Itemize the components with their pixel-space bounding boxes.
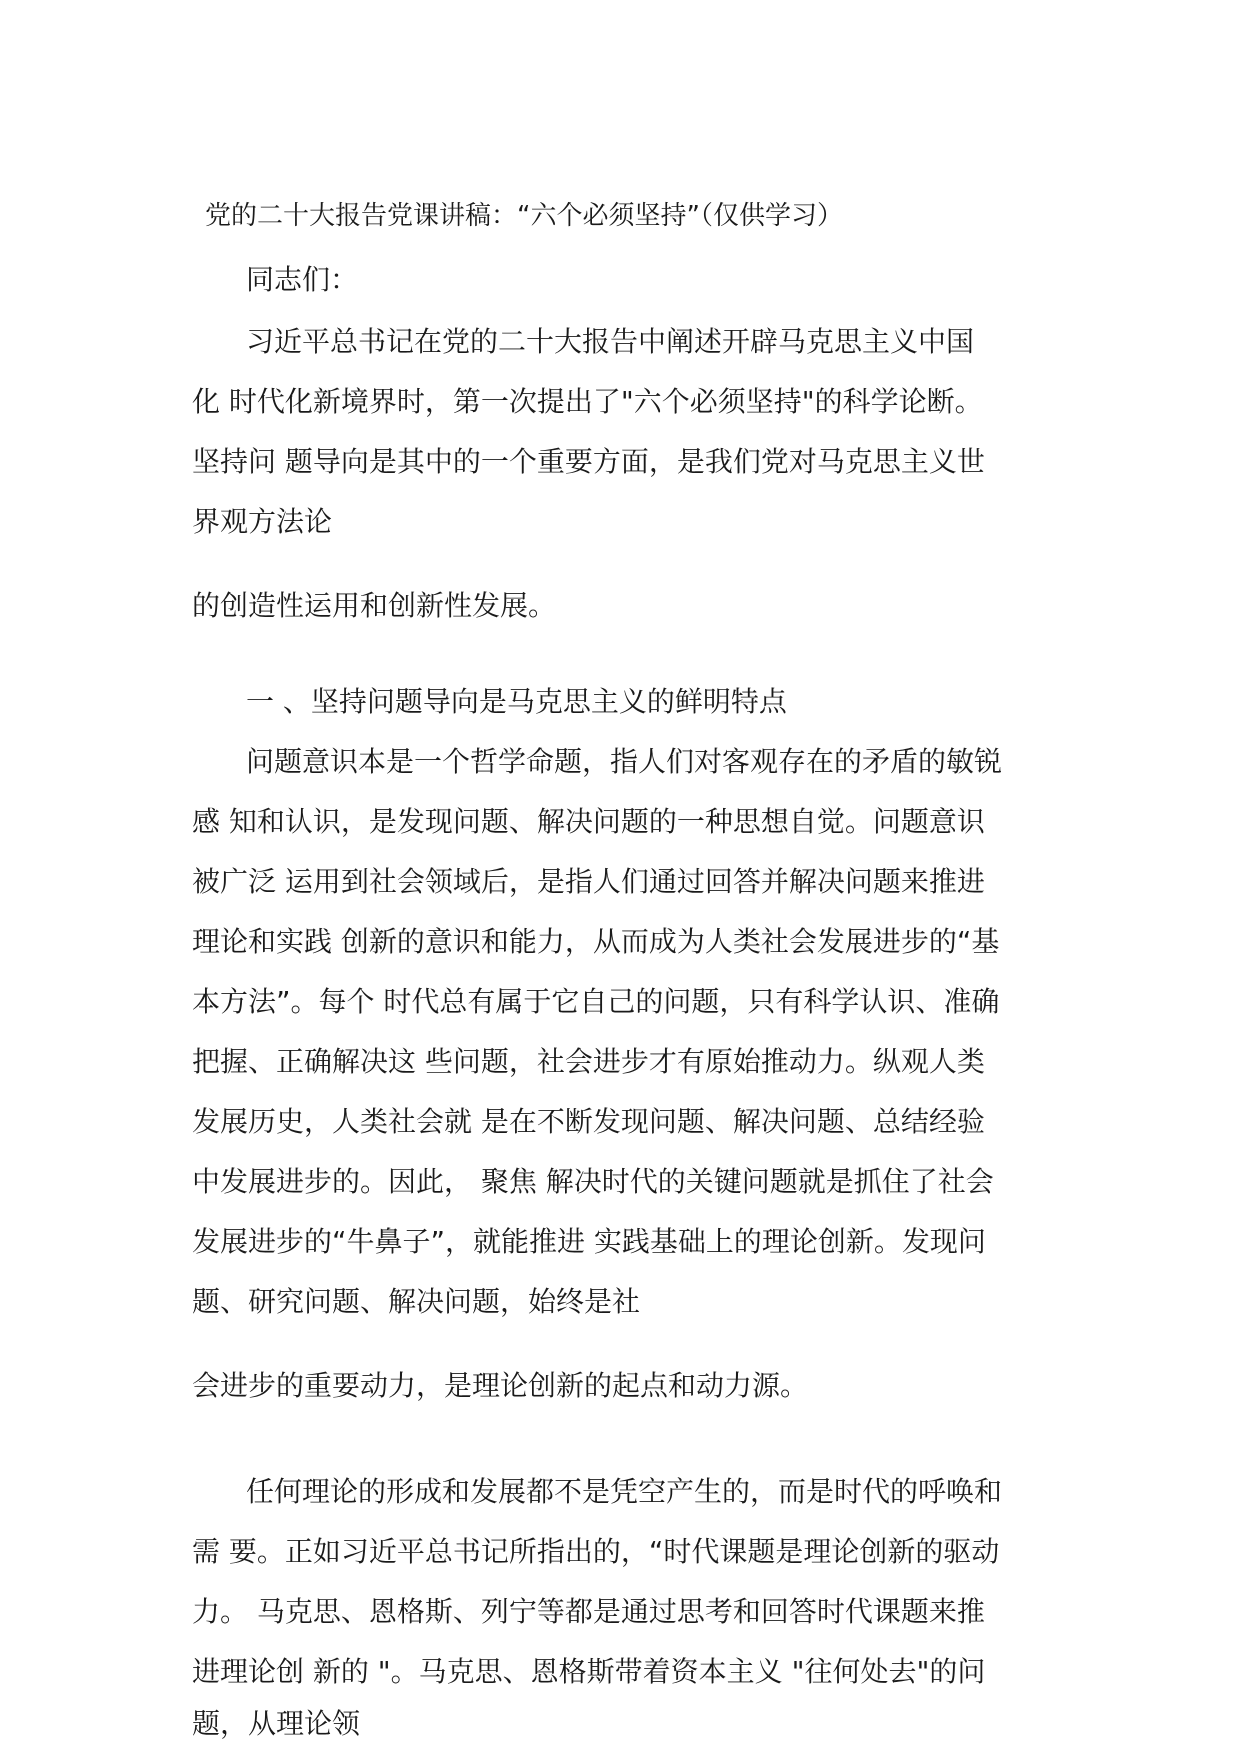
paragraph-2-line-5: 本方法”。每个 时代总有属于它自己的问题，只有科学认识、准确 [192, 985, 1000, 1018]
paragraph-2-line-2: 感 知和认识，是发现问题、解决问题的一种思想自觉。问题意识 [192, 805, 985, 838]
paragraph-2-line-6: 把握、正确解决这 些问题，社会进步才有原始推动力。纵观人类 [192, 1045, 985, 1078]
document-title: 党的二十大报告党课讲稿：“六个必须坚持”（仅供学习） [205, 201, 843, 231]
section-heading-1: 一 、坚持问题导向是马克思主义的鲜明特点 [246, 685, 787, 718]
paragraph-1-line-3: 坚持问 题导向是其中的一个重要方面，是我们党对马克思主义世 [192, 445, 985, 478]
paragraph-2-line-10: 题、研究问题、解决问题，始终是社 [192, 1285, 641, 1318]
paragraph-3-line-1: 任何理论的形成和发展都不是凭空产生的，而是时代的呼唤和 [246, 1475, 1003, 1508]
paragraph-1-line-2: 化 时代化新境界时，第一次提出了"六个必须坚持"的科学论断。 [192, 385, 983, 418]
paragraph-1-line-4: 界观方法论 [192, 505, 333, 538]
paragraph-2-line-9: 发展进步的“牛鼻子”，就能推进 实践基础上的理论创新。发现问 [192, 1225, 986, 1258]
paragraph-3-line-3: 力。 马克思、恩格斯、列宁等都是通过思考和回答时代课题来推 [192, 1595, 985, 1628]
salutation: 同志们： [246, 263, 359, 296]
paragraph-3-line-5: 题，从理论领 [192, 1707, 361, 1740]
paragraph-3-line-2: 需 要。正如习近平总书记所指出的，“时代课题是理论创新的驱动 [192, 1535, 1000, 1568]
paragraph-2-line-1: 问题意识本是一个哲学命题，指人们对客观存在的矛盾的敏锐 [246, 745, 1003, 778]
paragraph-3-line-4: 进理论创 新的 "。马克思、恩格斯带着资本主义 "往何处去"的问 [192, 1655, 986, 1688]
paragraph-2-line-3: 被广泛 运用到社会领域后，是指人们通过回答并解决问题来推进 [192, 865, 985, 898]
paragraph-2-line-11: 会进步的重要动力，是理论创新的起点和动力源。 [192, 1369, 809, 1402]
paragraph-2-line-4: 理论和实践 创新的意识和能力，从而成为人类社会发展进步的“基 [192, 925, 1000, 958]
paragraph-1-line-1: 习近平总书记在党的二十大报告中阐述开辟马克思主义中国 [246, 325, 975, 358]
paragraph-2-line-8: 中发展进步的。因此， 聚焦 解决时代的关键问题就是抓住了社会 [192, 1165, 994, 1198]
paragraph-1-line-5: 的创造性运用和创新性发展。 [192, 589, 557, 622]
paragraph-2-line-7: 发展历史，人类社会就 是在不断发现问题、解决问题、总结经验 [192, 1105, 985, 1138]
